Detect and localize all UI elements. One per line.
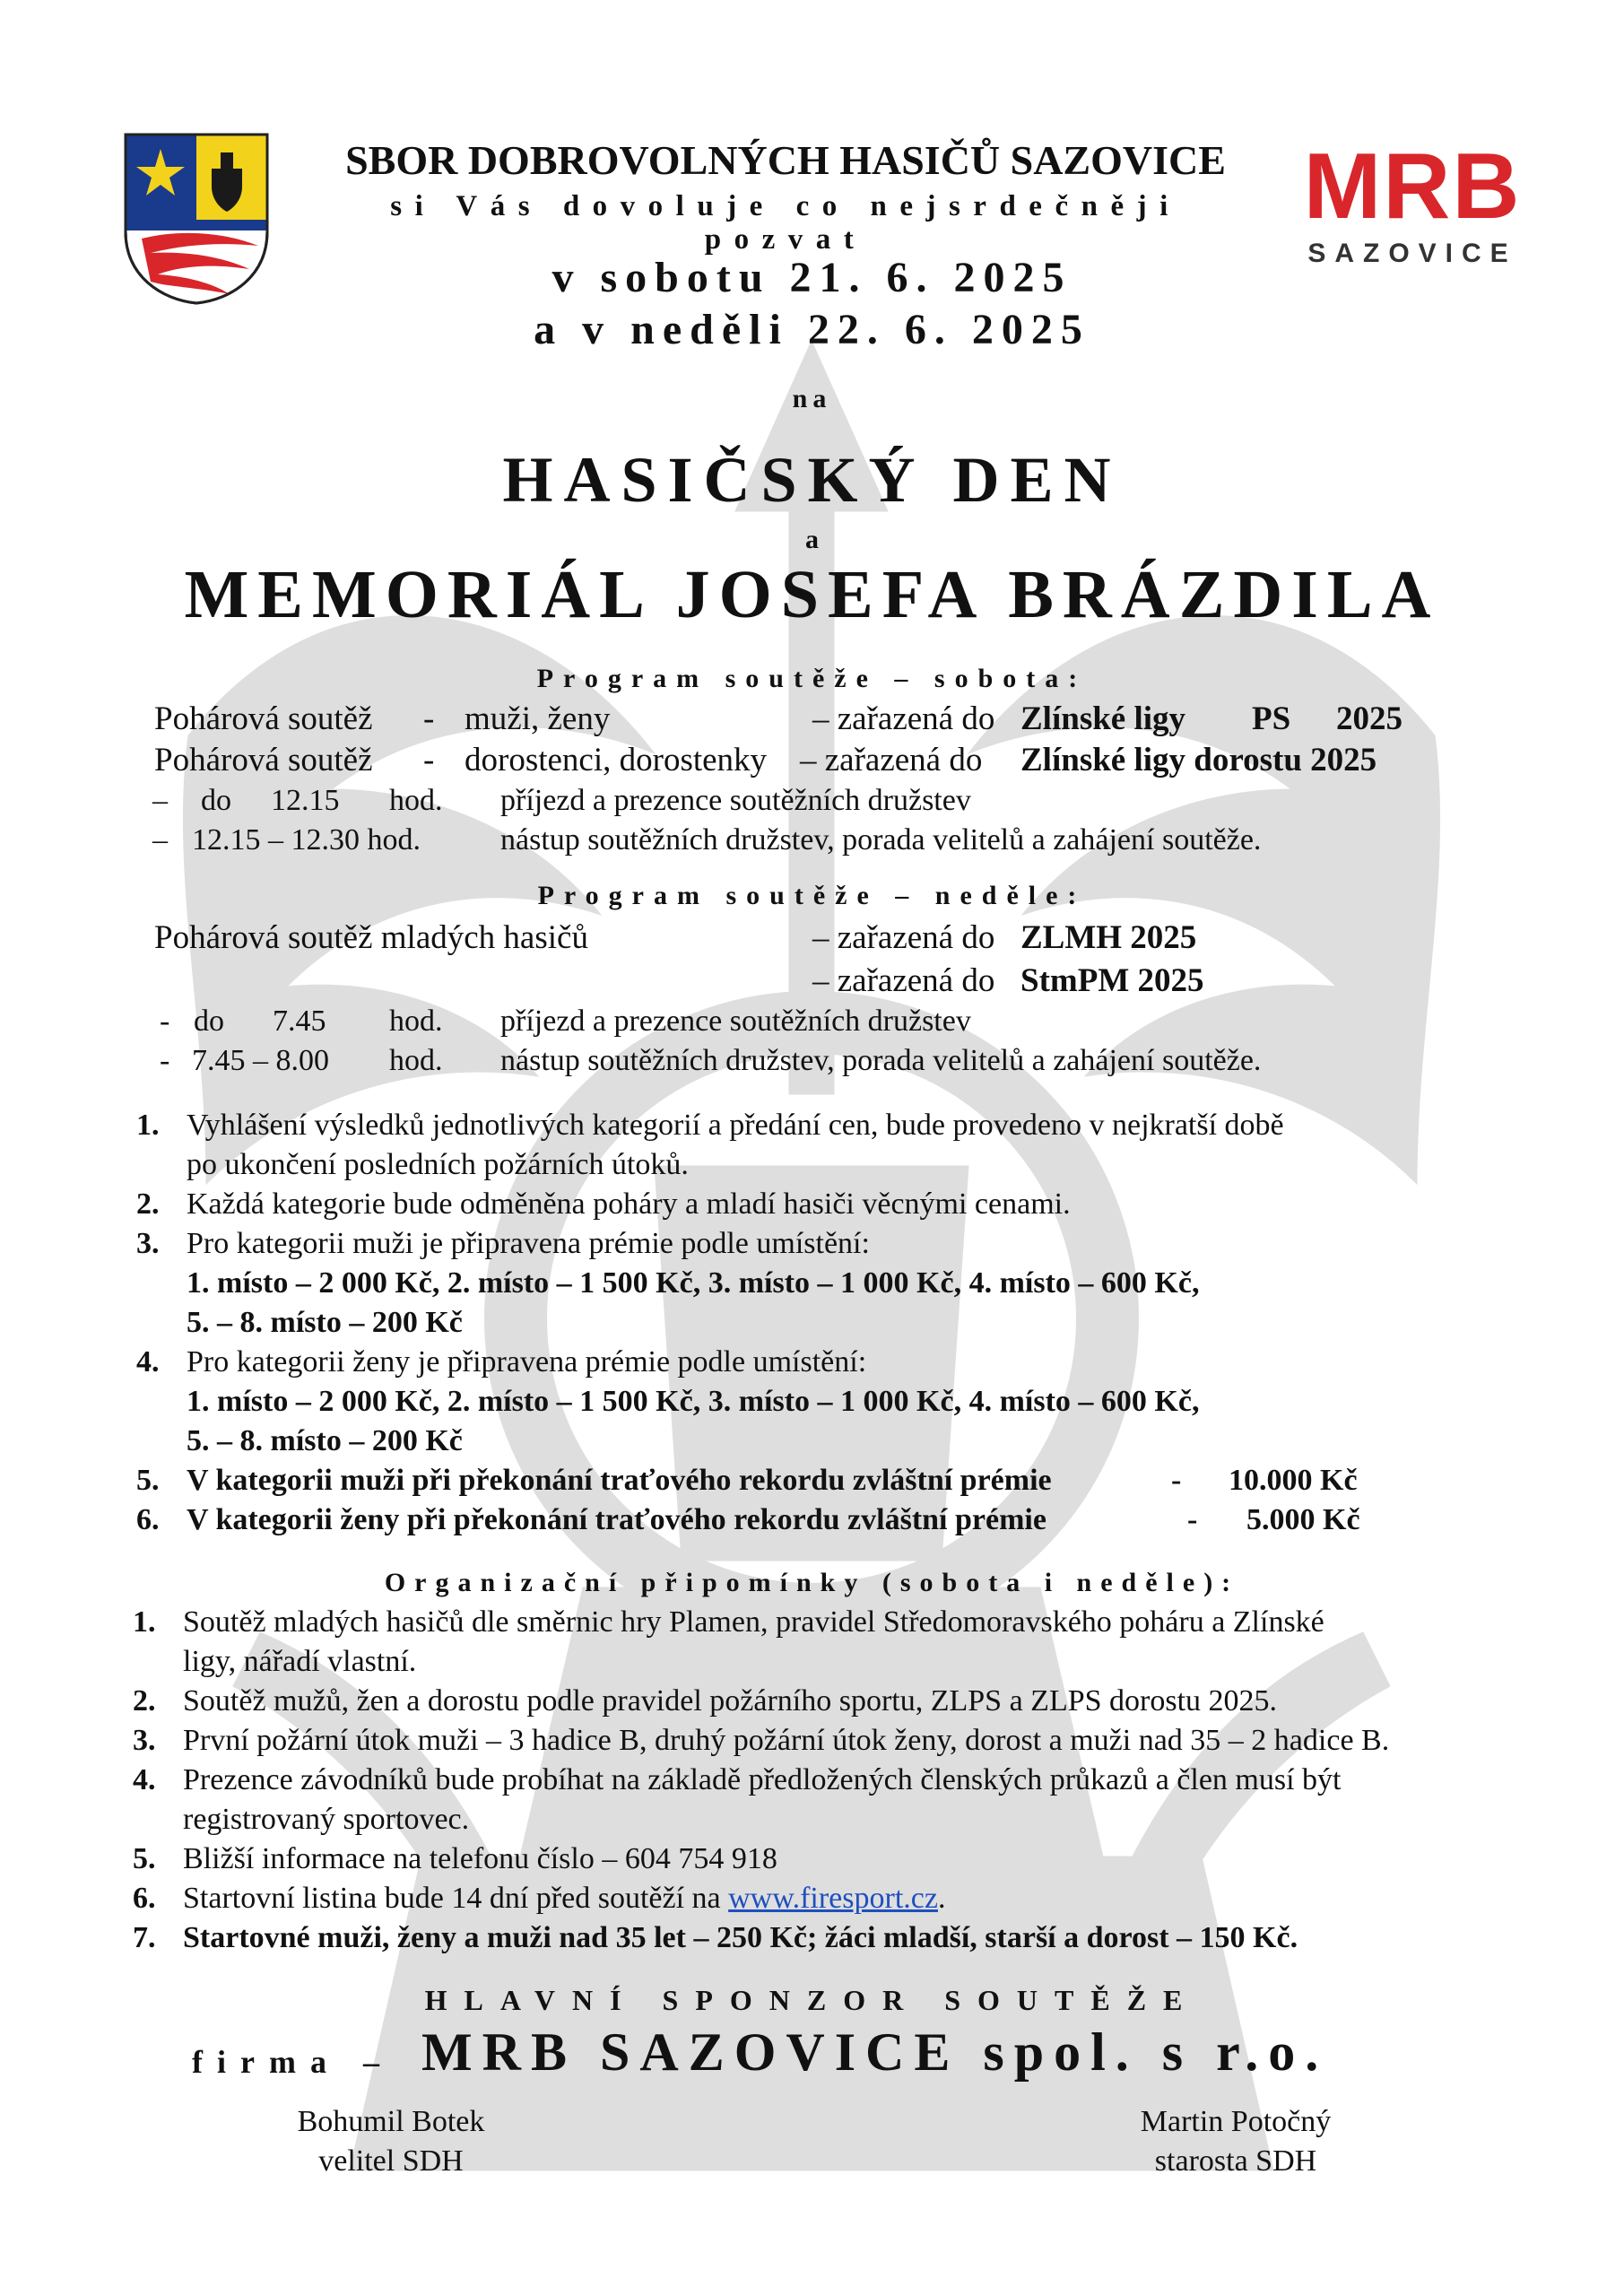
date-saturday: v sobotu 21. 6. 2025 — [551, 254, 1073, 301]
time-description: nástup soutěžních družstev, porada velitelů a zahájení soutěže. — [500, 823, 1262, 857]
item-text-prefix: Startovní listina bude 14 dní před soutěží na — [183, 1882, 729, 1915]
a-word: a — [805, 525, 819, 554]
signatory-role: velitel SDH — [318, 2144, 464, 2178]
item-text: V kategorii ženy při překonání traťového rekordu zvláštní prémie — [187, 1503, 1046, 1536]
categories: dorostenci, dorostenky — [465, 742, 768, 778]
item-text: Prezence závodníků bude probíhat na základě předložených členských průkazů a člen musí být — [183, 1763, 1342, 1796]
saturday-program-heading: Program soutěže – sobota: — [536, 664, 1088, 693]
item-text: První požární útok muži – 3 hadice B, druhý požární útok ženy, dorost a muži nad 35 – 2 hadice B. — [183, 1724, 1390, 1757]
time: 7.45 — [273, 1004, 326, 1038]
time: 12.15 — [271, 784, 340, 817]
league-ps: PS — [1252, 700, 1291, 737]
item-text: po ukončení posledních požárních útoků. — [187, 1148, 689, 1181]
item-number: 2. — [133, 1684, 156, 1718]
item-text — [183, 1882, 945, 1916]
item-text: Bližší informace na telefonu číslo – 604 754 918 — [183, 1842, 777, 1875]
dash: - — [160, 1004, 170, 1038]
memorial-title: MEMORIÁL JOSEFA BRÁZDILA — [184, 557, 1440, 632]
organizational-notes-heading: Organizační připomínky (sobota i neděle): — [384, 1568, 1240, 1597]
signature-mayor — [1101, 2102, 1370, 2181]
league-name: StmPM 2025 — [1020, 962, 1204, 999]
mrb-logo-subtitle: SAZOVICE — [1307, 239, 1517, 268]
organizer-name: SBOR DOBROVOLNÝCH HASIČŮ SAZOVICE — [345, 137, 1226, 183]
time-description: nástup soutěžních družstev, porada velitelů a zahájení soutěže. — [500, 1044, 1262, 1077]
time-range: 7.45 – 8.00 — [192, 1044, 329, 1077]
league-year: 2025 — [1336, 700, 1403, 737]
sponsor-firma-label: firma – — [192, 2044, 394, 2080]
item-number: 1. — [136, 1109, 160, 1142]
firesport-link[interactable]: www.firesport.cz — [728, 1882, 938, 1915]
item-text: registrovaný sportovec. — [183, 1803, 470, 1836]
item-number: 3. — [133, 1724, 156, 1757]
item-text: Startovné muži, ženy a muži nad 35 let – 250 Kč; žáci mladší, starší a dorost – 150 Kč. — [183, 1921, 1298, 1954]
prize-list: 5. – 8. místo – 200 Kč — [187, 1306, 463, 1339]
signatory-role: starosta SDH — [1154, 2144, 1317, 2178]
separator: - — [423, 742, 435, 778]
time-range: 12.15 – 12.30 hod. — [192, 823, 421, 857]
item-number: 3. — [136, 1227, 160, 1260]
item-number: 4. — [133, 1763, 156, 1796]
signature-commander — [256, 2102, 525, 2181]
league-name: Zlínské ligy — [1020, 700, 1186, 737]
item-text: Pro kategorii ženy je připravena prémie podle umístění: — [187, 1345, 867, 1378]
main-sponsor-heading: HLAVNÍ SPONZOR SOUTĚŽE — [424, 1984, 1200, 2016]
categories: muži, ženy — [465, 700, 611, 737]
item-text-suffix: . — [937, 1882, 946, 1915]
time-prefix: do — [201, 784, 231, 817]
separator: - — [423, 700, 435, 737]
item-text: Vyhlášení výsledků jednotlivých kategorií a předání cen, bude provedeno v nejkratší době — [187, 1109, 1284, 1142]
item-number: 2. — [136, 1187, 160, 1221]
dash: – — [152, 784, 168, 817]
event-title: HASIČSKÝ DEN — [502, 444, 1122, 516]
bonus-amount: 10.000 Kč — [1229, 1464, 1358, 1497]
item-number: 5. — [133, 1842, 156, 1875]
prize-list: 5. – 8. místo – 200 Kč — [187, 1424, 463, 1457]
item-text: Soutěž mladých hasičů dle směrnic hry Plamen, pravidel Středomoravského poháru a Zlínské — [183, 1605, 1324, 1639]
bonus-amount: 5.000 Kč — [1246, 1503, 1360, 1536]
item-number: 1. — [133, 1605, 156, 1639]
league-name: Zlínské ligy dorostu 2025 — [1020, 742, 1377, 778]
item-number: 6. — [133, 1882, 156, 1915]
sponsor-name: MRB SAZOVICE spol. s r.o. — [421, 2022, 1329, 2082]
na-word: na — [792, 384, 832, 413]
item-number: 6. — [136, 1503, 160, 1536]
date-sunday: a v neděli 22. 6. 2025 — [534, 306, 1090, 353]
competition-type: Pohárová soutěž — [154, 742, 373, 778]
item-text: V kategorii muži při překonání traťového rekordu zvláštní prémie — [187, 1464, 1052, 1497]
signatory-name: Martin Potočný — [1140, 2105, 1332, 2138]
mrb-logo-text: MRB — [1303, 135, 1522, 239]
time-unit: hod. — [389, 784, 443, 817]
time-unit: hod. — [389, 1004, 443, 1038]
invitation-line: si Vás dovoluje co nejsrdečněji pozvat — [390, 190, 1181, 256]
item-number: 7. — [133, 1921, 156, 1954]
item-text: Soutěž mužů, žen a dorostu podle pravidel požárního sportu, ZLPS a ZLPS dorostu 2025. — [183, 1684, 1278, 1718]
item-text: Každá kategorie bude odměněna poháry a mladí hasiči věcnými cenami. — [187, 1187, 1071, 1221]
sunday-program-heading: Program soutěže – neděle: — [537, 881, 1087, 910]
competition-type: Pohárová soutěž — [154, 700, 373, 737]
time-unit: hod. — [389, 1044, 443, 1077]
item-text: Pro kategorii muži je připravena prémie podle umístění: — [187, 1227, 870, 1260]
classification-prefix: – zařazená do — [812, 919, 995, 956]
time-prefix: do — [194, 1004, 224, 1038]
classification-prefix: – zařazená do — [812, 962, 995, 999]
item-text: ligy, nářadí vlastní. — [183, 1645, 417, 1678]
dash: – — [152, 823, 168, 857]
prize-list: 1. místo – 2 000 Kč, 2. místo – 1 500 Kč, 3. místo – 1 000 Kč, 4. místo – 600 Kč, — [187, 1385, 1200, 1418]
time-description: příjezd a prezence soutěžních družstev — [500, 784, 971, 817]
time-description: příjezd a prezence soutěžních družstev — [500, 1004, 971, 1038]
signatory-name: Bohumil Botek — [297, 2105, 485, 2138]
classification-prefix: – zařazená do — [800, 742, 983, 778]
competition-type: Pohárová soutěž mladých hasičů — [154, 919, 588, 956]
separator: - — [1171, 1464, 1182, 1497]
item-number: 4. — [136, 1345, 160, 1378]
league-name: ZLMH 2025 — [1020, 919, 1197, 956]
mrb-logo — [1291, 135, 1533, 268]
dash: - — [160, 1044, 170, 1077]
item-number: 5. — [136, 1464, 160, 1497]
prize-list: 1. místo – 2 000 Kč, 2. místo – 1 500 Kč, 3. místo – 1 000 Kč, 4. místo – 600 Kč, — [187, 1266, 1200, 1300]
classification-prefix: – zařazená do — [812, 700, 995, 737]
separator: - — [1187, 1503, 1198, 1536]
